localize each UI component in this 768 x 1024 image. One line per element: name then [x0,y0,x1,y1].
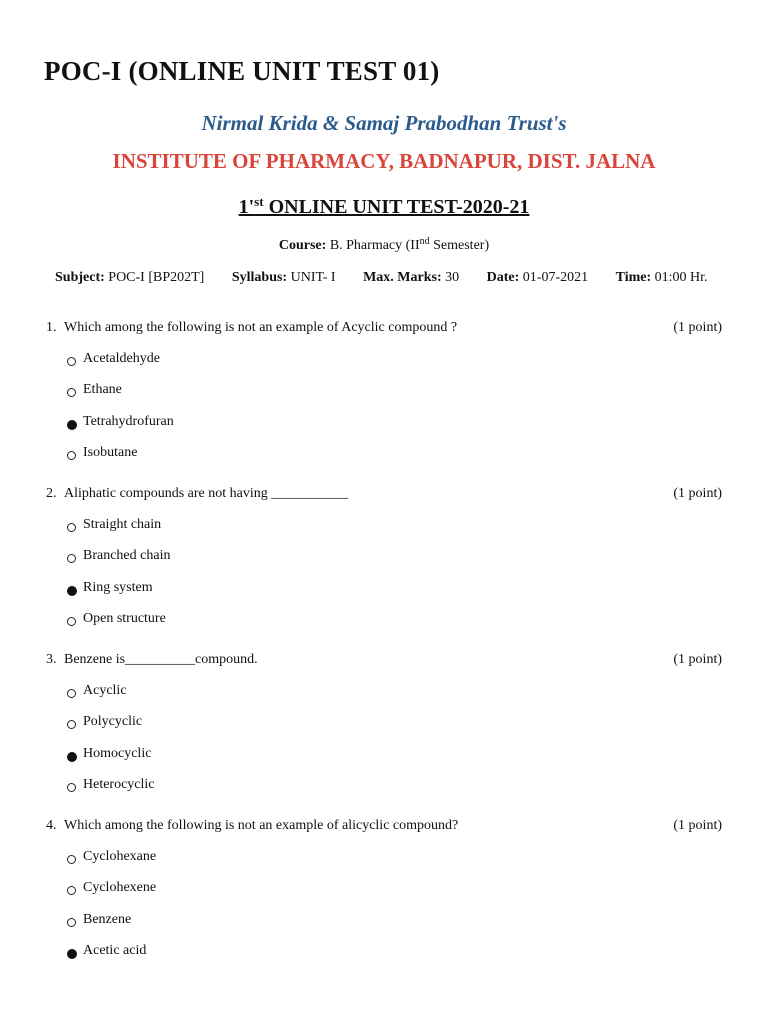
question-points: (1 point) [673,486,722,501]
question-text: Aliphatic compounds are not having ___________ [64,486,349,501]
option-label: Polycyclic [83,714,143,730]
radio-icon[interactable] [67,783,76,792]
page-title: POC-I (ONLINE UNIT TEST 01) [44,56,440,86]
option-acetaldehyde[interactable] [46,351,722,382]
course-value-suffix: Semester) [429,238,490,253]
option-label: Acyclic [83,683,127,698]
question-4 [46,818,722,974]
meta-subject [55,270,204,286]
option-label: Isobutane [83,444,138,460]
radio-selected-icon[interactable] [67,949,77,959]
radio-icon[interactable] [67,689,76,698]
question-points: (1 point) [673,818,722,833]
radio-icon[interactable] [67,855,76,864]
course-value-sup: nd [419,236,430,247]
option-branched-chain[interactable] [46,548,722,579]
question-text: Benzene is__________compound. [64,652,258,667]
option-label: Branched chain [83,548,171,564]
radio-selected-icon[interactable] [67,420,77,430]
radio-icon[interactable] [67,554,76,563]
test-heading-sup: st [254,194,264,209]
question-points: (1 point) [673,652,722,667]
radio-icon[interactable] [67,357,76,366]
option-label: Acetic acid [83,942,147,958]
option-ethane[interactable] [46,382,722,413]
meta-marks-value: 30 [441,270,460,285]
institute-name: INSTITUTE OF PHARMACY, BADNAPUR, DIST. JALNA [112,149,656,173]
question-1 [46,320,722,476]
meta-row [55,270,708,286]
radio-icon[interactable] [67,886,76,895]
option-acetic-acid[interactable] [46,943,722,974]
radio-icon[interactable] [67,523,76,532]
option-tetrahydrofuran[interactable] [46,414,722,445]
meta-time-value: 01:00 Hr. [651,270,708,285]
question-number: 3. [46,652,57,667]
option-label: Acetaldehyde [83,351,160,366]
question-points: (1 point) [673,320,722,335]
radio-icon[interactable] [67,720,76,729]
radio-selected-icon[interactable] [67,586,77,596]
meta-date [487,270,588,286]
test-heading-suffix: ONLINE UNIT TEST-2020-21 [263,196,530,218]
meta-syllabus [232,270,336,286]
option-label: Tetrahydrofuran [83,413,174,429]
test-heading [0,194,768,219]
option-label: Homocyclic [83,745,152,761]
meta-date-value: 01-07-2021 [519,270,589,285]
option-label: Benzene [83,911,132,927]
meta-syllabus-value: UNIT- I [287,270,336,285]
course-value-prefix: B. Pharmacy (II [326,238,420,253]
option-homocyclic[interactable] [46,746,722,777]
option-label: Cyclohexene [83,880,157,896]
option-label: Open structure [83,610,166,626]
test-heading-prefix: 1' [238,196,255,218]
meta-subject-label: Subject: [55,270,105,285]
meta-syllabus-label: Syllabus: [231,270,288,285]
option-cyclohexane[interactable] [46,849,722,880]
radio-icon[interactable] [67,918,76,927]
option-polycyclic[interactable] [46,714,722,745]
radio-icon[interactable] [67,451,76,460]
question-number: 1. [46,320,57,335]
option-acyclic[interactable] [46,683,722,714]
question-3 [46,652,722,808]
meta-subject-value: POC-I [BP202T] [104,270,205,285]
radio-icon[interactable] [67,617,76,626]
option-isobutane[interactable] [46,445,722,476]
option-straight-chain[interactable] [46,517,722,548]
meta-time [616,270,708,286]
question-number: 2. [46,486,57,501]
question-text: Which among the following is not an example of Acyclic compound ? [64,320,458,335]
option-label: Cyclohexane [83,849,157,864]
option-ring-system[interactable] [46,580,722,611]
course-label: Course: [278,238,327,253]
option-label: Straight chain [83,517,162,532]
option-label: Ethane [83,382,122,398]
question-2 [46,486,722,642]
option-cyclohexene[interactable] [46,880,722,911]
meta-time-label: Time: [615,270,652,285]
meta-marks [363,270,459,286]
option-label: Ring system [83,579,153,595]
option-heterocyclic[interactable] [46,777,722,808]
meta-marks-label: Max. Marks: [363,270,442,285]
course-line [0,236,768,254]
trust-name: Nirmal Krida & Samaj Prabodhan Trust's [201,111,567,135]
question-number: 4. [46,818,57,833]
radio-selected-icon[interactable] [67,752,77,762]
option-benzene[interactable] [46,912,722,943]
question-text: Which among the following is not an example of alicyclic compound? [64,818,459,833]
option-label: Heterocyclic [83,776,155,792]
radio-icon[interactable] [67,388,76,397]
meta-date-label: Date: [486,270,520,285]
option-open-structure[interactable] [46,611,722,642]
